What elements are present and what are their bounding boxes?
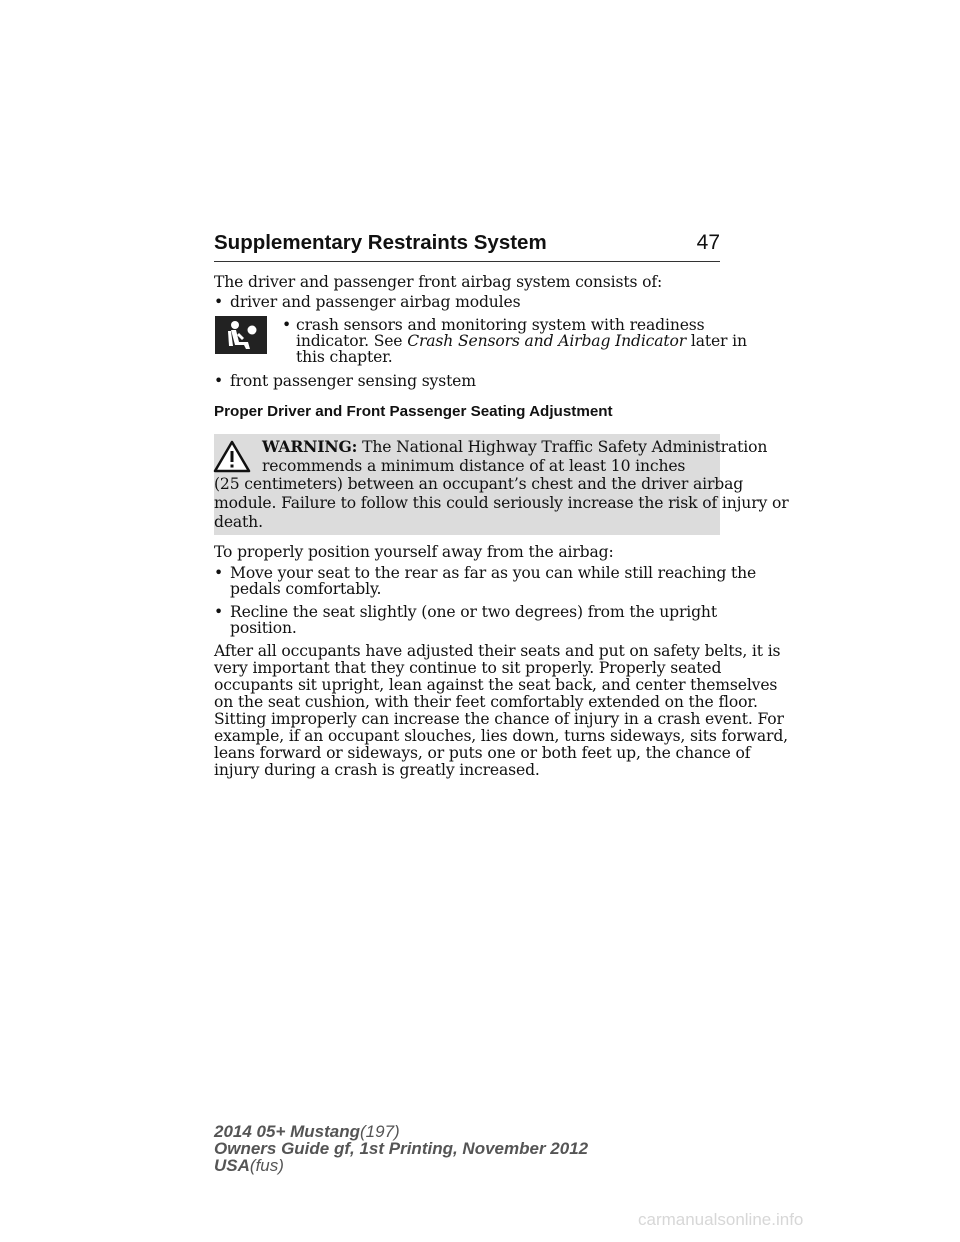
paragraph-line: occupants sit upright, lean against the seat back, and center themselves [214, 676, 778, 694]
footer-market-line: USA(fus) [214, 1156, 284, 1175]
bullet-airbag-modules: driver and passenger airbag modules [230, 293, 521, 311]
bullet-crash-sensors-line1: crash sensors and monitoring system with readiness [296, 316, 705, 334]
footer-printing-line: Owners Guide gf, 1st Printing, November 2012 [214, 1139, 589, 1158]
paragraph-line: leans forward or sideways, or puts one or both feet up, the chance of [214, 744, 751, 762]
paragraph-line: very important that they continue to sit properly. Properly seated [214, 659, 722, 677]
warning-line1: WARNING: The National Highway Traffic Safety Administration [262, 437, 768, 456]
intro-text: The driver and passenger front airbag system consists of: [214, 273, 663, 291]
chapter-title: Supplementary Restraints System [214, 231, 547, 254]
section-heading: Proper Driver and Front Passenger Seating Adjustment [214, 403, 613, 420]
position-item-2-line1: Recline the seat slightly (one or two degrees) from the upright [230, 603, 717, 621]
bullet-glyph: • [214, 564, 224, 582]
page-number: 47 [696, 231, 720, 254]
warning-line2: recommends a minimum distance of at least 10 inches [262, 457, 686, 475]
bullet-glyph: • [282, 316, 292, 334]
bullet-crash-sensors-line2: indicator. See Crash Sensors and Airbag Indicator later in [296, 332, 747, 350]
footer-model-line: 2014 05+ Mustang(197) [214, 1122, 400, 1141]
paragraph-line: example, if an occupant slouches, lies down, turns sideways, sits forward, [214, 727, 788, 745]
paragraph-line: Sitting improperly can increase the chance of injury in a crash event. For [214, 710, 784, 728]
warning-label: WARNING: [262, 437, 358, 456]
print-footer [214, 1123, 588, 1174]
position-item-2-line2: position. [230, 619, 297, 637]
bullet-crash-sensors-line3: this chapter. [296, 348, 393, 366]
warning-line3: (25 centimeters) between an occupant’s chest and the driver airbag [214, 475, 744, 493]
warning-triangle-icon [213, 440, 251, 474]
bullet-glyph: • [214, 372, 224, 390]
watermark-text: carmanualsonline.info [638, 1210, 804, 1229]
crash-sensors-reference[interactable]: Crash Sensors and Airbag Indicator [407, 332, 687, 350]
paragraph-line: on the seat cushion, with their feet comfortably extended on the floor. [214, 693, 758, 711]
page-header [214, 229, 720, 262]
paragraph-line: After all occupants have adjusted their seats and put on safety belts, it is [214, 642, 781, 660]
warning-line5: death. [214, 513, 263, 531]
position-intro: To properly position yourself away from the airbag: [214, 543, 614, 561]
warning-line4: module. Failure to follow this could seriously increase the risk of injury or [214, 494, 789, 512]
seated-occupant-airbag-icon [215, 316, 267, 354]
bullet-glyph: • [214, 293, 224, 311]
bullet-passenger-sensing: front passenger sensing system [230, 372, 476, 390]
airbag-indicator-icon [215, 316, 267, 354]
position-item-1-line2: pedals comfortably. [230, 580, 382, 598]
bullet-glyph: • [214, 603, 224, 621]
paragraph-line: injury during a crash is greatly increased. [214, 761, 540, 779]
position-item-1-line1: Move your seat to the rear as far as you can while still reaching the [230, 564, 757, 582]
